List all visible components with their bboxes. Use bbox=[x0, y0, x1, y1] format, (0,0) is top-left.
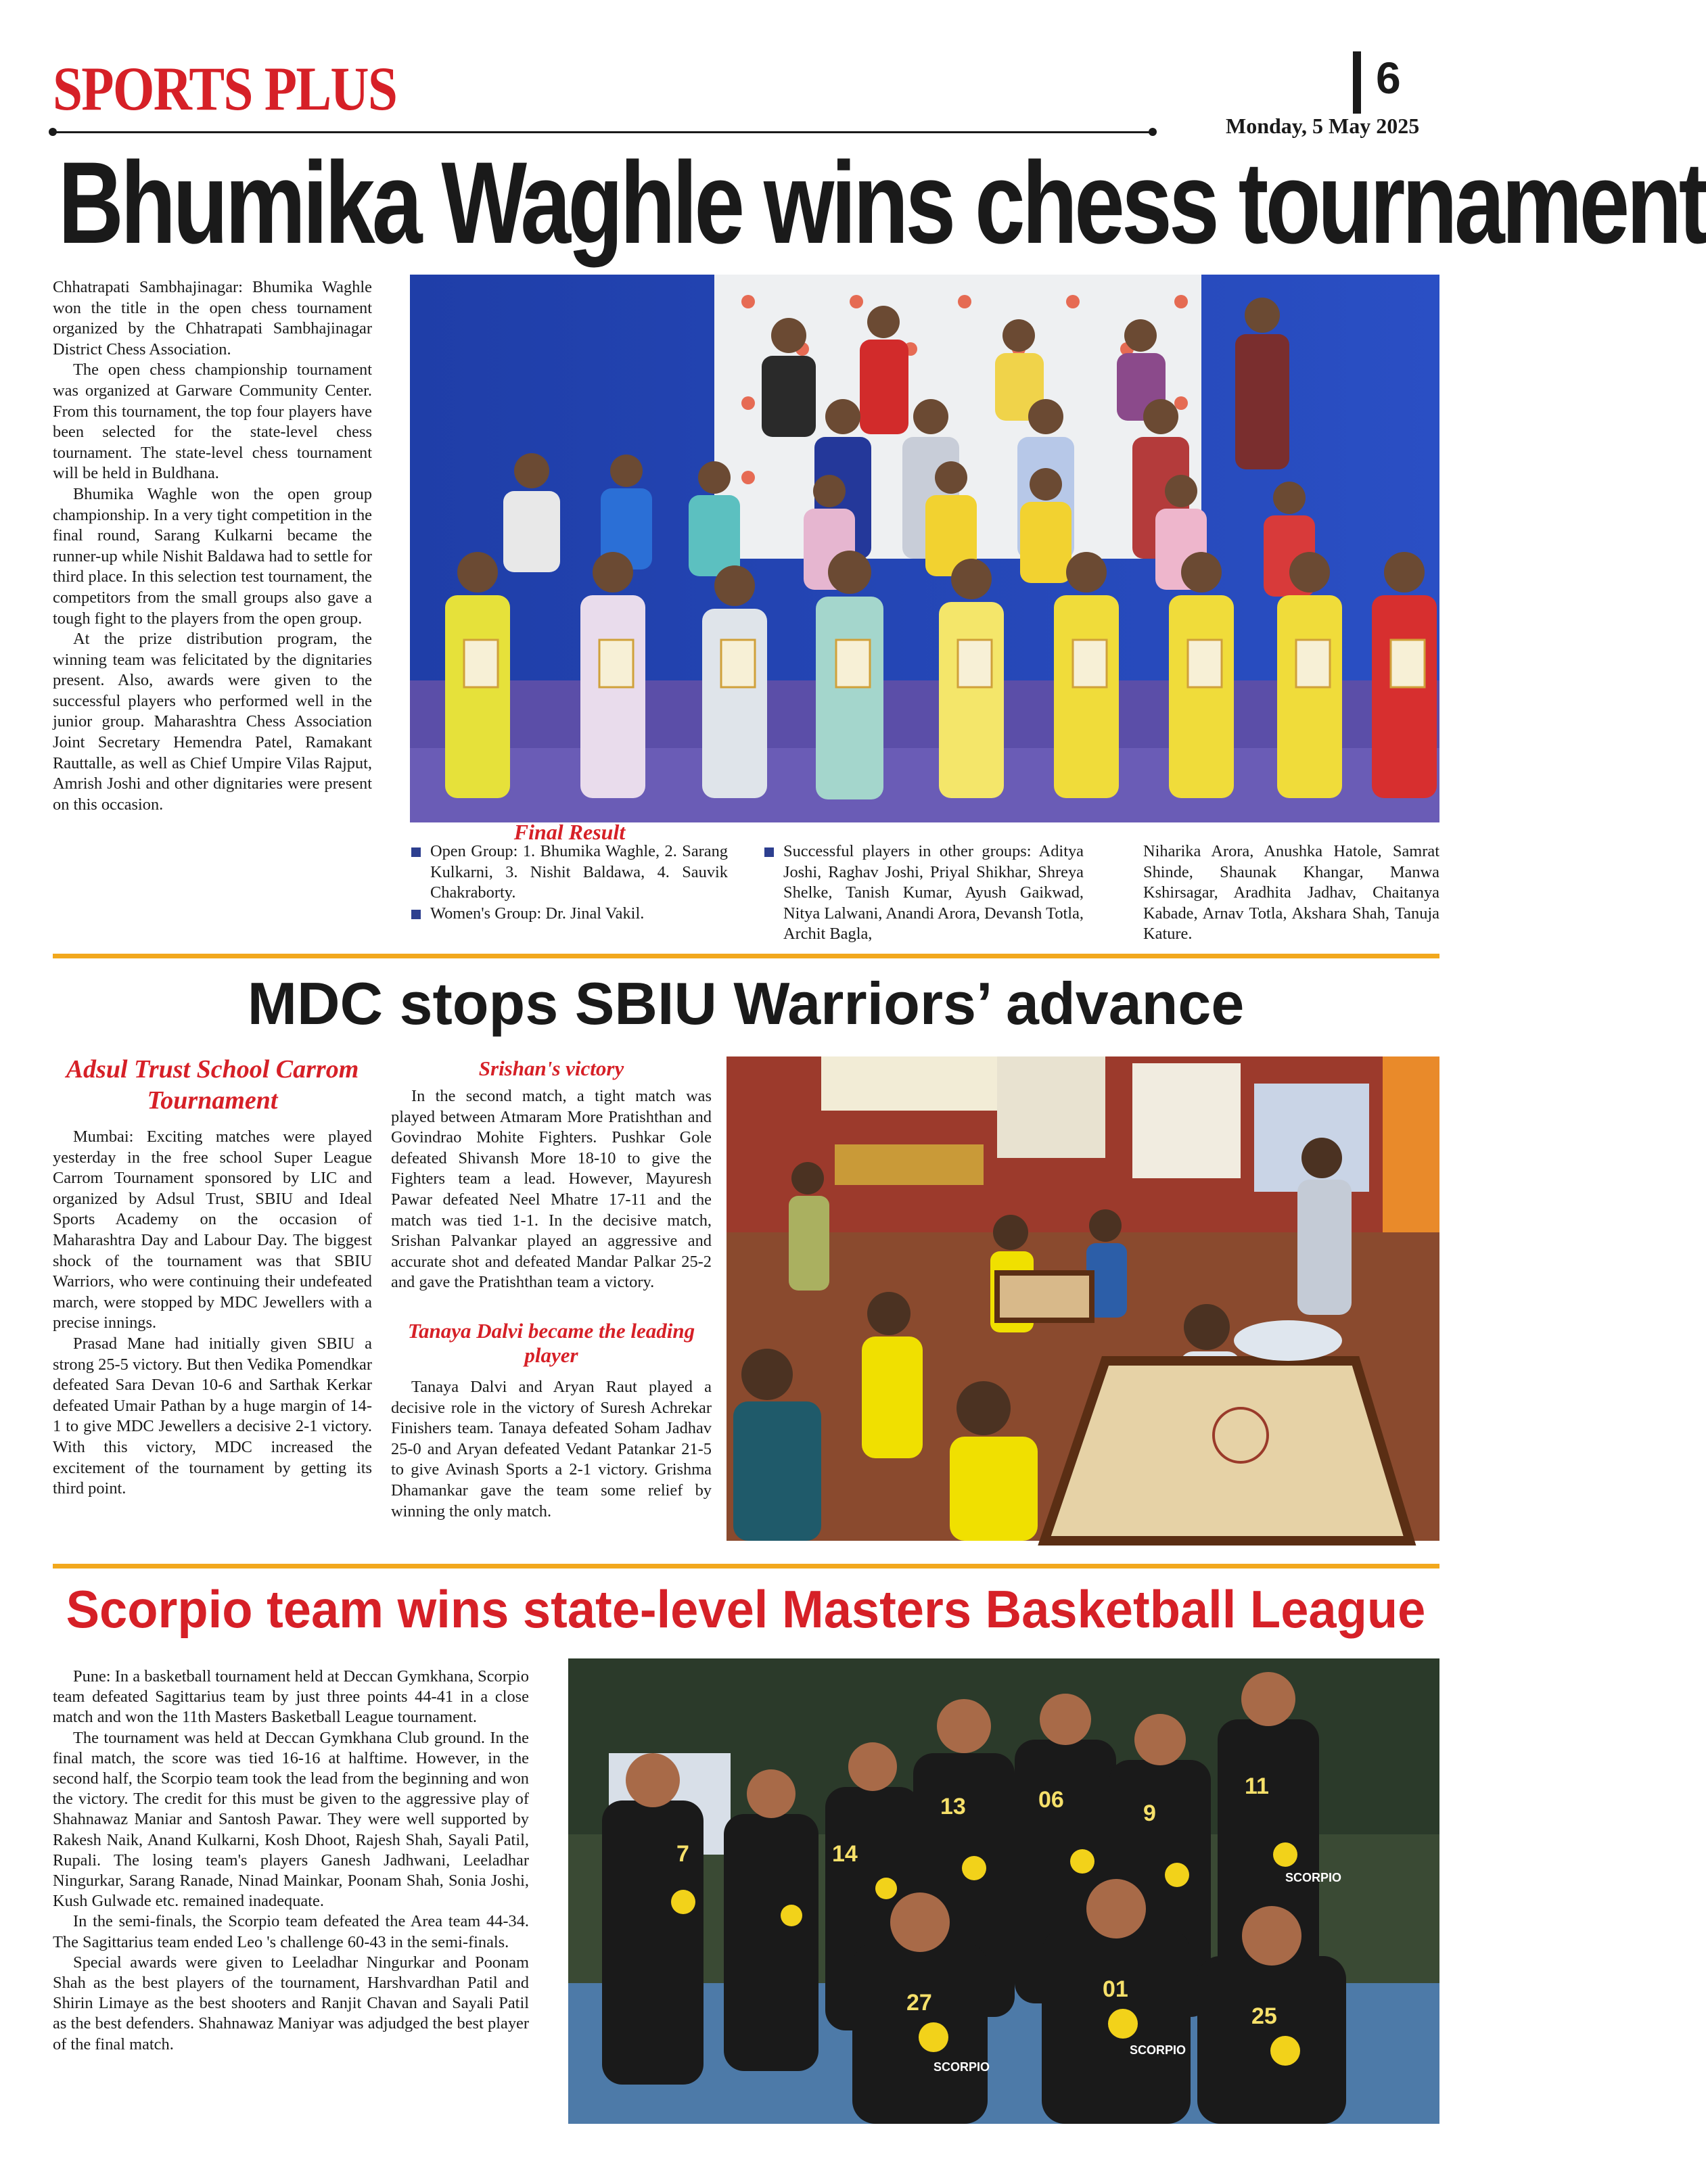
jersey-number: 27 bbox=[906, 1990, 932, 2016]
jersey-number: 01 bbox=[1103, 1976, 1128, 2002]
final-result-title: Final Result bbox=[513, 820, 626, 844]
carrom-paragraph: Prasad Mane had initially given SBIU a strong 25-5 victory. But then Vedika Pomendkar defeated Sara Devan 10-6 and Sarthak Kerkar defeated Umair Pathan by a huge margin of 14-1 to give MDC Jewellers a decisive 2-1 victory. With this victory, MDC increased the excitement of the tournament by getting its third point. bbox=[53, 1334, 372, 1498]
jersey-logo-text: SCORPIO bbox=[933, 2060, 990, 2074]
chess-paragraph: At the prize distribution program, the winning team was felicitated by the dignitaries present. Also, awards were given to the successful players who performed well in the junior group. Maharashtra Chess Association Joint Secretary Hemendra Patel, Ramakant Rauttalle, as well as Chief Umpire Vilas Rajput, Amrish Joshi and other dignitaries were present on this occasion. bbox=[53, 630, 372, 814]
section-name: SPORTS PLUS bbox=[53, 54, 397, 123]
carrom-headline: MDC stops SBIU Warriors’ advance bbox=[247, 970, 1245, 1037]
basketball-article-body bbox=[53, 1667, 529, 2055]
carrom-paragraph: Mumbai: Exciting matches were played yesterday in the free school Super League Carrom Tournament sponsored by LIC and organized by Adsul Trust, SBIU and Ideal Sports Academy on the occasion of Maharashtra Day and Labour Day. The biggest shock of the tournament was that SBIU Warriors, who were continuing their undefeated march, were stopped by MDC Jewellers with a precise innings. bbox=[53, 1128, 372, 1332]
chess-paragraph: Chhatrapati Sambhajinagar: Bhumika Waghle won the title in the open chess tournament organized by the Chhatrapati Sambhajinagar District Chess Association. bbox=[53, 278, 372, 358]
masthead-rule bbox=[53, 131, 1153, 133]
page-number-bar bbox=[1353, 51, 1361, 114]
basketball-paragraph: Pune: In a basketball tournament held at Deccan Gymkhana, Scorpio team defeated Sagittarius team by just three points 44-41 in a close match and won the 11th Masters Basketball League tournament. bbox=[53, 1667, 529, 1727]
chess-paragraph: The open chess championship tournament was organized at Garware Community Center. From this tournament, the top four players have been selected for the state-level chess tournament. The state-level chess tournament will be held in Buldhana. bbox=[53, 361, 372, 483]
other-groups-item: Successful players in other groups: Aditya Joshi, Raghav Joshi, Priyal Shikhar, Shreya Shelke, Tanish Kumar, Ayush Gaikwad, Nitya Lalwani, Anandi Arora, Devansh Totla, Archit Bagla, bbox=[763, 841, 1084, 945]
other-groups-continued: Niharika Arora, Anushka Hatole, Samrat Shinde, Shaunak Khangar, Manwa Kshirsagar, Aradhita Jadhav, Chaitanya Kabade, Arnav Totla, Akshara Shah, Tanuja Kature. bbox=[1143, 842, 1439, 944]
chess-headline: Bhumika Waghle wins chess tournament bbox=[58, 138, 1706, 268]
carrom-subhead: Adsul Trust School Carrom Tournament bbox=[66, 1055, 359, 1115]
other-groups-list bbox=[763, 841, 1084, 945]
basketball-headline: Scorpio team wins state-level Masters Basketball League bbox=[66, 1579, 1426, 1639]
basketball-paragraph: In the semi-finals, the Scorpio team defeated the Area team 44-34. The Sagittarius team ended Leo 's challenge 60-43 in the semi-finals. bbox=[53, 1912, 529, 1951]
section-divider bbox=[53, 1564, 1439, 1569]
issue-date: Monday, 5 May 2025 bbox=[1226, 114, 1420, 138]
basketball-team-photo bbox=[568, 1658, 1439, 2124]
masthead-rule-dot bbox=[1149, 128, 1157, 136]
basketball-paragraph: Special awards were given to Leeladhar Ningurkar and Poonam Shah as the best players of the tournament, Harshvardhan Patil and Shirin Limaye as the best shooters and Ranjit Chavan and Sayali Patil as the best defenders. Shahnawaz Maniyar was adjudged the best player of the final match. bbox=[53, 1953, 529, 2053]
chess-paragraph: Bhumika Waghle won the open group championship. In a very tight competition in the final round, Sarang Kulkarni became the runner-up while Nishit Baldawa had to settle for third place. In this selection test tournament, the competitors from the small groups also gave a tough fight to the players from the open group. bbox=[53, 484, 372, 628]
jersey-number: 13 bbox=[940, 1794, 966, 1819]
jersey-number: 7 bbox=[676, 1841, 689, 1867]
jersey-number: 14 bbox=[832, 1841, 858, 1867]
jersey-number: 25 bbox=[1251, 2003, 1277, 2029]
jersey-number: 06 bbox=[1038, 1787, 1064, 1813]
carrom-photo bbox=[727, 1056, 1439, 1541]
carrom-column-1 bbox=[53, 1127, 372, 1500]
final-result-item: Women's Group: Dr. Jinal Vakil. bbox=[410, 904, 728, 925]
carrom-column-2b bbox=[391, 1377, 712, 1522]
section-divider bbox=[53, 954, 1439, 958]
jersey-number: 9 bbox=[1143, 1800, 1156, 1826]
final-result-item: Open Group: 1. Bhumika Waghle, 2. Sarang Kulkarni, 3. Nishit Baldawa, 4. Sauvik Chakraborty. bbox=[410, 841, 728, 904]
carrom-paragraph: In the second match, a tight match was played between Atmaram More Pratishthan and Govindrao Mohite Fighters. Pushkar Gole defeated Shivansh More 18-10 to give the Fighters team a lead. However, Mayuresh Pawar defeated Neel Mhatre 17-11 and the match was tied 1-1. In the decisive match, Srishan Palvankar played an aggressive and accurate shot and defeated Mandar Palkar 25-2 and gave the Pratishthan team a victory. bbox=[391, 1087, 712, 1292]
basketball-paragraph: The tournament was held at Deccan Gymkhana Club ground. In the final match, the score was tied 16-16 at halftime. However, in the second half, the Scorpio team took the lead from the beginning and won the victory. The credit for this must be given to the aggressive play of Shahnawaz Maniar and Santosh Pawar. They were well supported by Rakesh Naik, Anand Kulkarni, Kosh Dhoot, Rajesh Shah, Sayali Patil, Rupali. The losing team's players Ganesh Jadhwani, Leeladhar Ningurkar, Sarang Ranade, Ninad Mainkar, Poonam Shah, Sonia Joshi, Kush Gulwade etc. remained inadequate. bbox=[53, 1728, 529, 1911]
jersey-logo-text: SCORPIO bbox=[1130, 2043, 1186, 2057]
carrom-column-2a bbox=[391, 1086, 712, 1293]
page-number: 6 bbox=[1376, 53, 1401, 103]
jersey-number: 11 bbox=[1245, 1773, 1269, 1799]
chess-group-photo bbox=[410, 275, 1439, 822]
jersey-logo-text: SCORPIO bbox=[1285, 1871, 1342, 1884]
carrom-paragraph: Tanaya Dalvi and Aryan Raut played a decisive role in the victory of Suresh Achrekar Finishers team. Tanaya defeated Soham Jadhav 25-0 and Aryan defeated Vedant Patankar 21-5 to give Avinash Sports a 2-1 victory. Grishma Dhamankar gave the team some relief by winning the only match. bbox=[391, 1378, 712, 1520]
masthead-rule-dot bbox=[49, 128, 57, 136]
tanaya-subhead: Tanaya Dalvi became the leading player bbox=[407, 1319, 695, 1367]
final-result-list bbox=[410, 841, 728, 924]
srishan-subhead: Srishan's victory bbox=[478, 1056, 624, 1080]
chess-article-body bbox=[53, 277, 372, 815]
